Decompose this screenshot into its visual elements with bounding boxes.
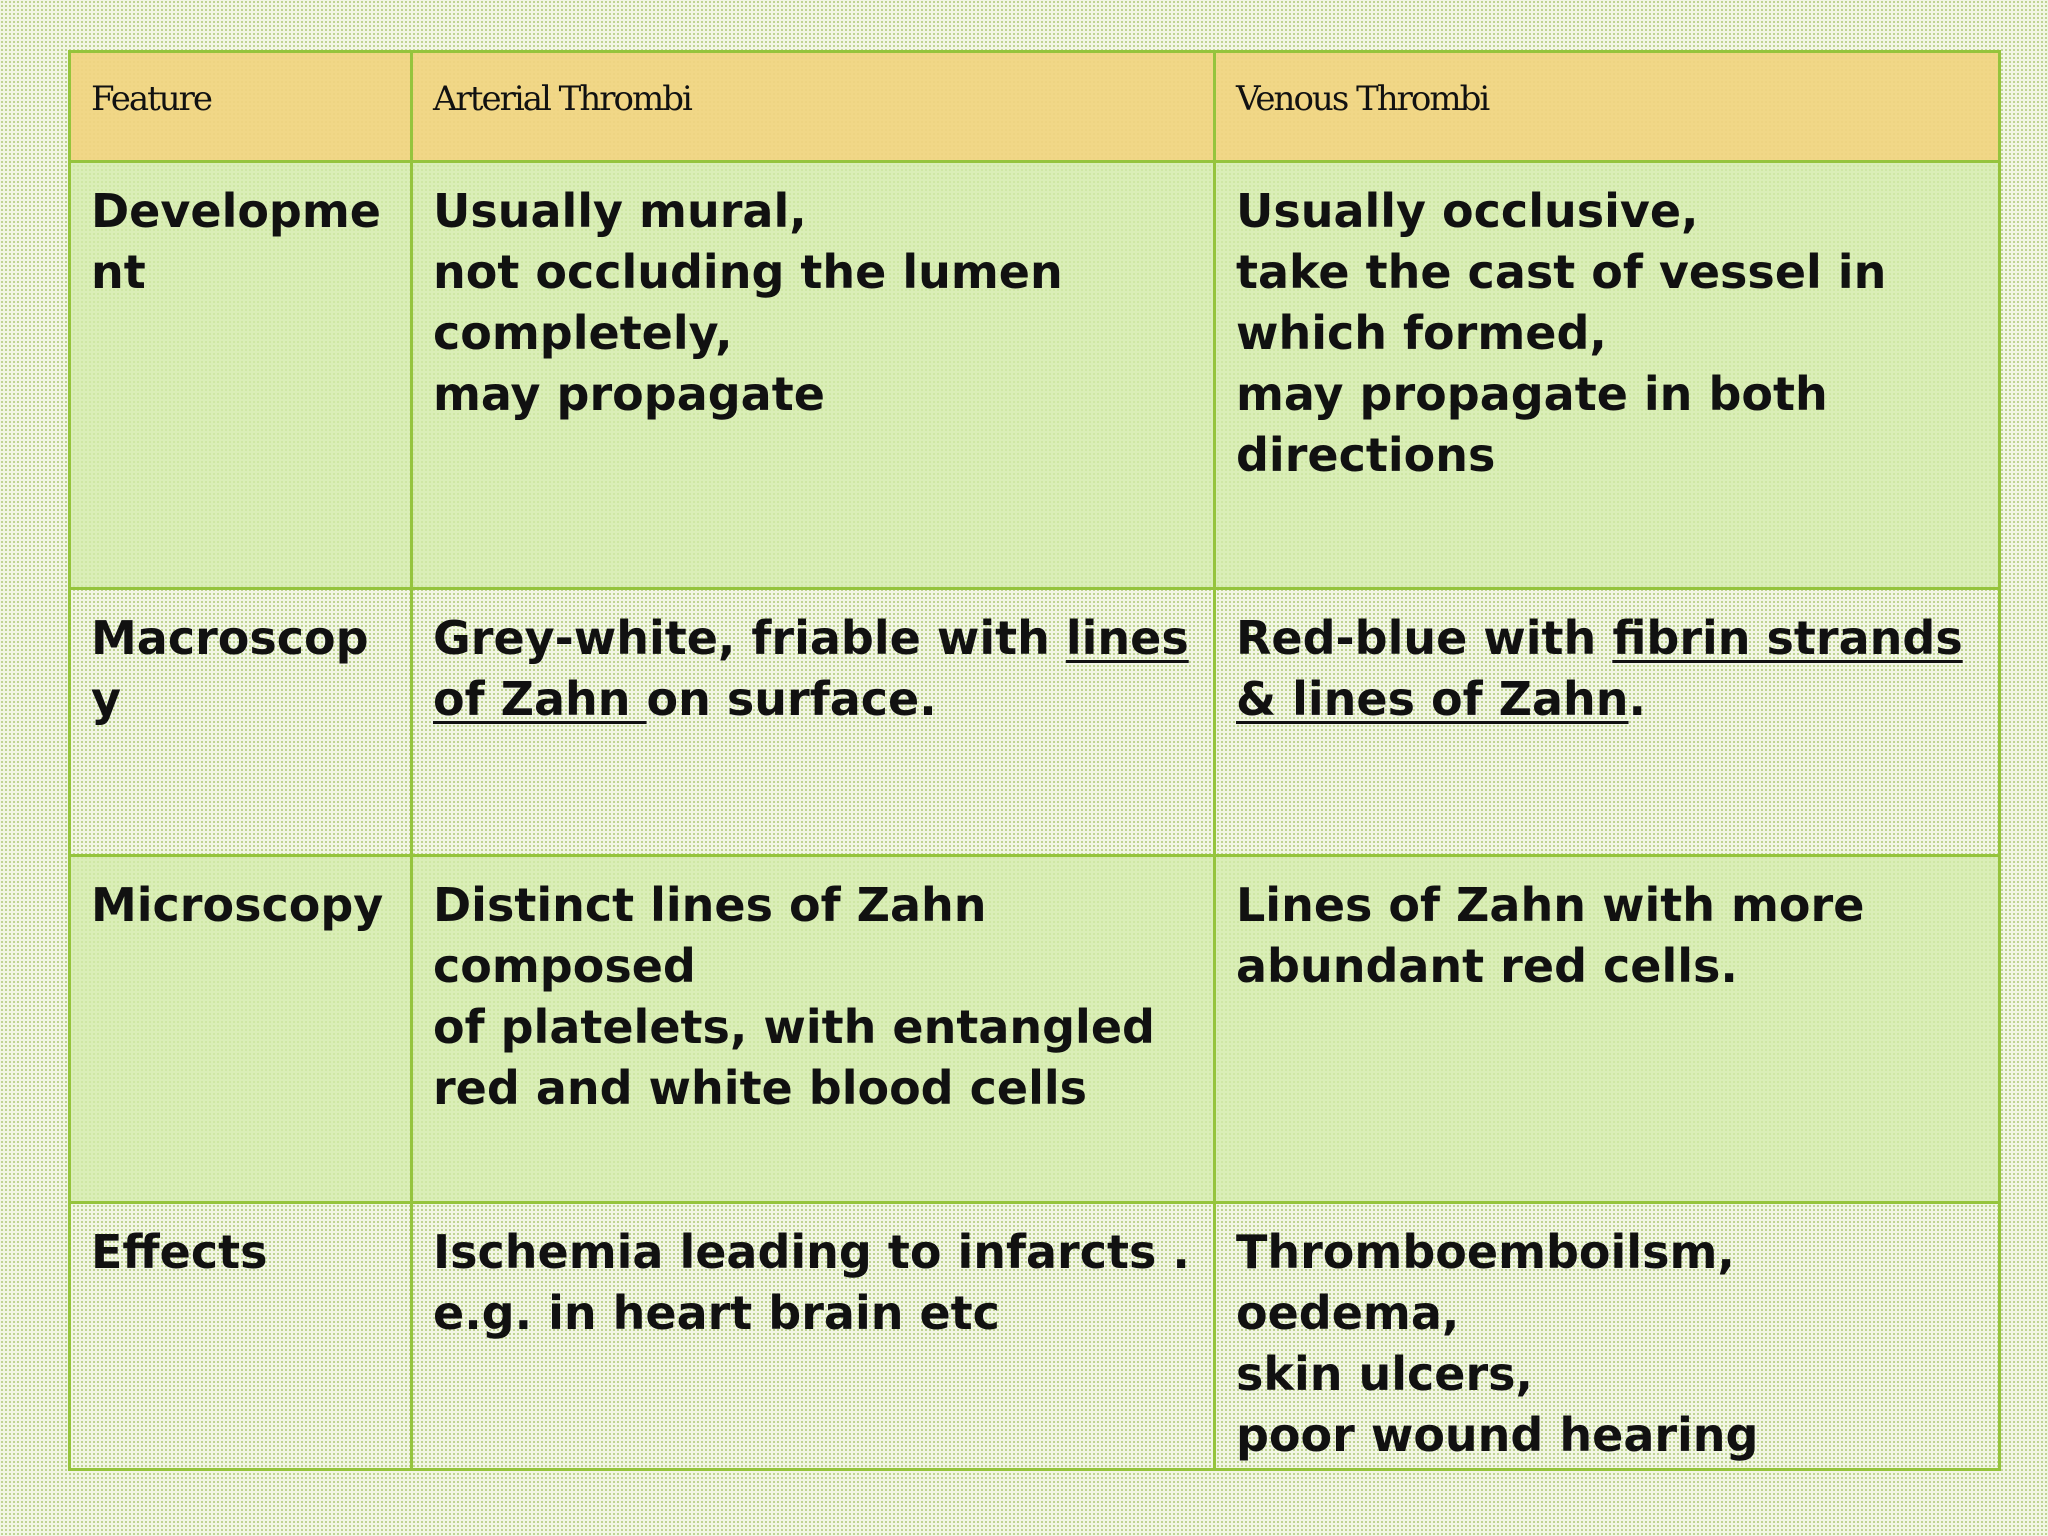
text-line: e.g. in heart brain etc	[433, 1286, 1000, 1340]
text-line: of platelets, with entangled	[433, 1000, 1155, 1054]
text-line: directions	[1236, 428, 1496, 482]
arterial-cell	[412, 856, 1215, 1203]
arterial-development-text	[433, 181, 1193, 425]
text-line: Ischemia leading to infarcts .	[433, 1225, 1190, 1279]
row-label: Microscopy	[91, 878, 384, 932]
row-label: Development	[91, 184, 381, 299]
arterial-cell	[412, 589, 1215, 856]
arterial-microscopy-text	[433, 875, 1193, 1119]
venous-cell	[1215, 589, 2000, 856]
text-line: oedema,	[1236, 1286, 1460, 1340]
table-row-effects	[70, 1203, 2000, 1470]
text-line: which formed,	[1236, 306, 1607, 360]
text-line: Thromboemboilsm,	[1236, 1225, 1735, 1279]
venous-cell	[1215, 162, 2000, 589]
venous-cell	[1215, 1203, 2000, 1470]
table-row-microscopy	[70, 856, 2000, 1203]
text-segment: .	[1628, 672, 1647, 726]
row-label: Effects	[91, 1225, 268, 1279]
text-line: completely,	[433, 306, 733, 360]
row-label-cell	[70, 856, 412, 1203]
arterial-macroscopy-text	[433, 608, 1193, 730]
table-header-row	[70, 52, 2000, 162]
row-label-cell	[70, 1203, 412, 1470]
row-label: Macroscopy	[91, 611, 369, 726]
text-line: may propagate	[433, 367, 825, 421]
header-feature: Feature	[70, 52, 412, 162]
table-row-development	[70, 162, 2000, 589]
underlined-term: lines of Zahn	[433, 611, 1189, 726]
arterial-cell	[412, 1203, 1215, 1470]
arterial-effects-text	[433, 1222, 1193, 1344]
row-label-cell	[70, 162, 412, 589]
text-segment: on surface.	[646, 672, 937, 726]
row-label-cell	[70, 589, 412, 856]
venous-effects-text	[1236, 1222, 1978, 1466]
text-line: red and white blood cells	[433, 1061, 1087, 1115]
text-line: poor wound hearing	[1236, 1408, 1759, 1462]
text-line: skin ulcers,	[1236, 1347, 1534, 1401]
text-line: Distinct lines of Zahn composed	[433, 878, 987, 993]
comparison-table	[68, 50, 2001, 1471]
header-venous-thrombi: Venous Thrombi	[1215, 52, 2000, 162]
table-row-macroscopy	[70, 589, 2000, 856]
text-line: may propagate in both	[1236, 367, 1828, 421]
text-segment: Grey-white, friable with	[433, 611, 1066, 665]
venous-microscopy-text	[1236, 875, 1978, 997]
venous-macroscopy-text	[1236, 608, 1978, 730]
text-line: abundant red cells.	[1236, 939, 1738, 993]
text-line: not occluding the lumen	[433, 245, 1063, 299]
text-segment: Red-blue with	[1236, 611, 1613, 665]
text-line: take the cast of vessel in	[1236, 245, 1887, 299]
header-arterial-thrombi: Arterial Thrombi	[412, 52, 1215, 162]
venous-cell	[1215, 856, 2000, 1203]
text-line: Usually mural,	[433, 184, 807, 238]
underlined-term: fibrin strands & lines of Zahn	[1236, 611, 1963, 726]
text-line: Lines of Zahn with more	[1236, 878, 1865, 932]
arterial-cell	[412, 162, 1215, 589]
text-line: Usually occlusive,	[1236, 184, 1699, 238]
venous-development-text	[1236, 181, 1978, 486]
